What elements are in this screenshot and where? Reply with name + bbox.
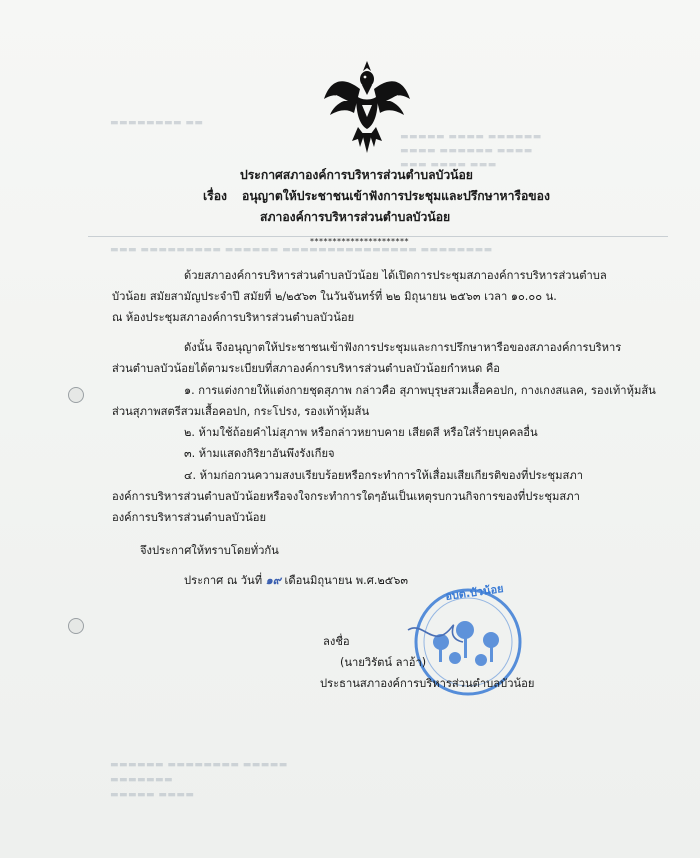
paragraph-2-line-1: ดังนั้น จึงอนุญาตให้ประชาชนเข้าฟังการประชุมและการปรึกษาหารือของสภาองค์การบริหาร — [184, 341, 622, 354]
garuda-emblem-icon — [322, 55, 412, 155]
sign-label: ลงชื่อ — [323, 635, 350, 648]
rule-4-line-1: ๔. ห้ามก่อกวนความสงบเรียบร้อยหรือกระทำการให้เสื่อมเสียเกียรติของที่ประชุมสภา — [184, 469, 584, 482]
separator-stars: ********************** — [310, 237, 409, 246]
rule-1-line-2: ส่วนสุภาพสตรีสวมเสื้อคอปก, กระโปรง, รองเท้าหุ้มส้น — [112, 405, 370, 418]
closing-statement: จึงประกาศให้ทราบโดยทั่วกัน — [140, 544, 279, 557]
rule-4-line-3: องค์การบริหารส่วนตำบลบัวน้อย — [112, 511, 267, 524]
bleed-through: ▬▬▬▬▬ ▬▬▬▬ — [110, 790, 195, 800]
rule-2: ๒. ห้ามใช้ถ้อยคำไม่สุภาพ หรือกล่าวหยาบคาย เสียดสี หรือใส่ร้ายบุคคลอื่น — [184, 426, 538, 439]
bleed-through: ▬▬▬▬ ▬▬▬▬▬▬ ▬▬▬▬ — [400, 146, 533, 156]
bleed-through: ▬▬▬ ▬▬▬▬▬▬▬▬▬ ▬▬▬▬▬▬ ▬▬▬▬▬▬▬▬▬▬▬▬▬▬▬ ▬▬▬▬▬▬▬▬ — [110, 245, 493, 255]
rule-3: ๓. ห้ามแสดงกิริยาอันพึงรังเกียจ — [184, 447, 335, 460]
date-prefix: ประกาศ ณ วันที่ — [184, 574, 263, 587]
bleed-through: ▬▬▬▬▬ ▬▬▬▬ ▬▬▬▬▬▬ — [400, 132, 542, 142]
paragraph-2-line-2: ส่วนตำบลบัวน้อยได้ตามระเบียบที่สภาองค์การบริหารส่วนตำบลบัวน้อยกำหนด คือ — [112, 362, 501, 375]
bleed-through: ▬▬▬ ▬▬▬▬ ▬▬▬ — [400, 160, 497, 170]
rule-1-line-1: ๑. การแต่งกายให้แต่งกายชุดสุภาพ กล่าวคือ สุภาพบุรุษสวมเสื้อคอปก, กางเกงสแลค, รองเท้าหุ้มส้น — [184, 384, 656, 397]
date-line — [184, 571, 408, 589]
signer-position: ประธานสภาองค์การบริหารส่วนตำบลบัวน้อย — [320, 677, 535, 690]
subject-line-1: อนุญาตให้ประชาชนเข้าฟังการประชุมและปรึกษาหารือของ — [242, 189, 550, 203]
subject-label: เรื่อง — [203, 189, 227, 203]
date-day: ๑๙ — [265, 574, 281, 587]
subject-line-2: สภาองค์การบริหารส่วนตำบลบัวน้อย — [260, 210, 451, 224]
bleed-through: ▬▬▬▬▬▬▬▬ ▬▬ — [110, 118, 204, 128]
paragraph-1-line-1: ด้วยสภาองค์การบริหารส่วนตำบลบัวน้อย ได้เปิดการประชุมสภาองค์การบริหารส่วนตำบล — [184, 269, 607, 282]
announcement-title: ประกาศสภาองค์การบริหารส่วนตำบลบัวน้อย — [240, 168, 473, 182]
stamp-label: อบต.บัวน้อย — [444, 581, 505, 604]
punch-hole — [68, 618, 84, 634]
date-suffix: เดือนมิถุนายน พ.ศ.๒๕๖๓ — [284, 574, 408, 587]
rule-4-line-2: องค์การบริหารส่วนตำบลบัวน้อยหรือจงใจกระทำการใดๆอันเป็นเหตุรบกวนกิจการของที่ประชุมสภา — [112, 490, 580, 503]
bleed-through: ▬▬▬▬▬▬▬ — [110, 775, 174, 785]
bleed-through: ▬▬▬▬▬▬ ▬▬▬▬▬▬▬▬ ▬▬▬▬▬ — [110, 760, 288, 770]
paragraph-1-line-2: บัวน้อย สมัยสามัญประจำปี สมัยที่ ๒/๒๕๖๓ ในวันจันทร์ที่ ๒๒ มิถุนายน ๒๕๖๓ เวลา ๑๐.๐๐ น. — [112, 290, 557, 303]
signer-name: (นายวิรัตน์ ลาอ้า) — [340, 656, 427, 669]
punch-hole — [68, 387, 84, 403]
paragraph-1-line-3: ณ ห้องประชุมสภาองค์การบริหารส่วนตำบลบัวน้อย — [112, 311, 355, 324]
